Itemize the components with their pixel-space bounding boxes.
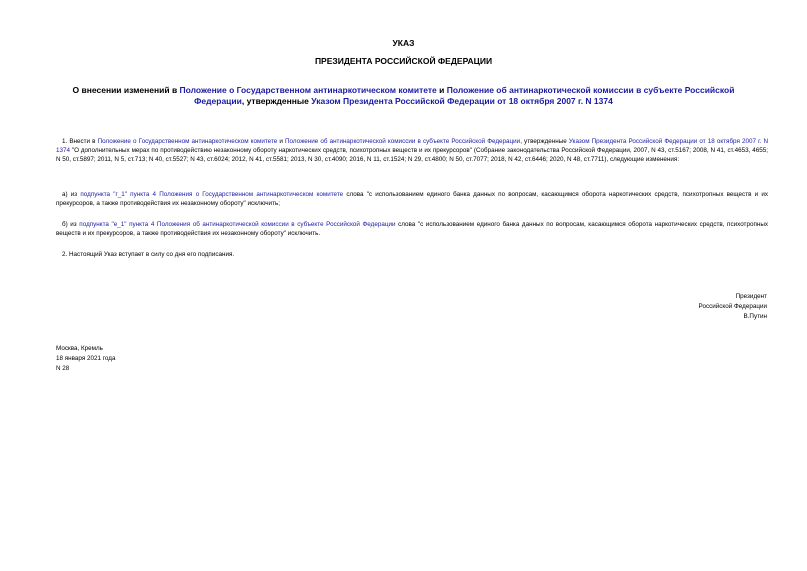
place-date-block (56, 344, 256, 373)
p1-text-3: , утвержденные (520, 138, 569, 145)
title-text-3: , утвержденные (241, 96, 312, 106)
paragraph-b (56, 220, 768, 238)
signature-position: Президент (735, 293, 767, 300)
pa-link-subpoint[interactable]: подпункта "г_1" пункта 4 Положения о Государственном антинаркотическом комитете (80, 191, 344, 198)
document-title (56, 85, 751, 107)
paragraph-a (56, 190, 768, 208)
pb-text-1: б) из (62, 221, 80, 228)
p1-text-4: "О дополнительных мерах по противодействию незаконному обороту наркотических средств, психотропных веществ и их прекурсоров" (Собрание законодательства Российской Федерации, 2007, N 43, ст.5167; 2008, N 41, ст.4653, 4655; N 50, ст.5897; 2011, N 5, ст.713; N 40, ст.5527; N 43, ст.6024; 2012, N 41, ст.5581; 2013, N 30, ст.4090; 2016, N 11, ст.1524; N 29, ст.4800; N 50, ст.7077; 2018, N 42, ст.6446; 2020, N 48, ст.7711), следующие изменения: (56, 147, 768, 163)
date: 18 января 2021 года (56, 354, 116, 362)
title-link-commission[interactable]: Положение об антинаркотической комиссии в субъекте Российской Федерации (194, 85, 735, 106)
issuer-heading: ПРЕЗИДЕНТА РОССИЙСКОЙ ФЕДЕРАЦИИ (314, 56, 493, 66)
doc-type-heading: УКАЗ (392, 38, 415, 48)
p1-text-2: и (277, 138, 285, 145)
title-text-2: и (436, 85, 447, 95)
paragraph-1 (56, 137, 768, 164)
paragraph-2: 2. Настоящий Указ вступает в силу со дня его подписания. (62, 251, 235, 258)
signature-country: Российской Федерации (698, 302, 767, 310)
title-link-committee[interactable]: Положение о Государственном антинаркотическом комитете (179, 85, 437, 95)
signature-name: В.Путин (743, 312, 767, 320)
pb-text-2: слова "с использованием единого банка данных по вопросам, касающимся оборота наркотических средств, психотропных веществ и их прекурсоров, а также противодействия их незаконному обороту" исключить. (56, 221, 769, 237)
p1-link-committee[interactable]: Положение о Государственном антинаркотическом комитете (97, 138, 278, 145)
p1-link-commission[interactable]: Положение об антинаркотической комиссии в субъекте Российской Федерации (285, 138, 521, 145)
title-text-1: О внесении изменений в (72, 85, 180, 95)
pa-text-2: слова "с использованием единого банка данных по вопросам, касающимся оборота наркотических средств, психотропных веществ и их прекурсоров, а также противодействия их незаконному обороту" исключить; (56, 191, 768, 207)
pb-link-subpoint[interactable]: подпункта "е_1" пункта 4 Положения об антинаркотической комиссии в субъекте Российской Федерации (79, 221, 396, 228)
signature-block (567, 292, 767, 321)
title-link-decree[interactable]: Указом Президента Российской Федерации от 18 октября 2007 г. N 1374 (311, 96, 613, 106)
p1-text-1: 1. Внести в (62, 138, 98, 145)
document-number: N 28 (56, 364, 70, 372)
pa-text-1: а) из (62, 191, 81, 198)
p1-link-decree[interactable]: Указом Президента Российской Федерации от 18 октября 2007 г. N 1374 (56, 138, 769, 154)
place: Москва, Кремль (56, 345, 103, 352)
